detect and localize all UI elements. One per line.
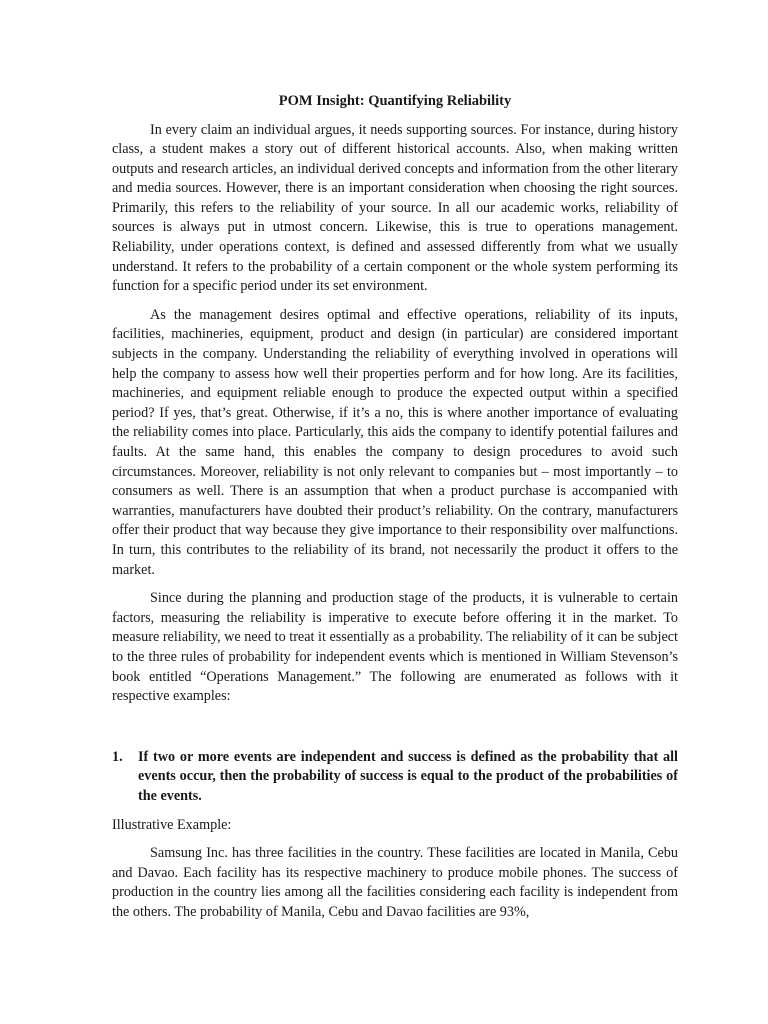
paragraph-management: As the management desires optimal and effective operations, reliability of its inputs, facilities, machineries, equipment, product and design (in particular) are considered important subjects in the company. Understanding the reliability of everything involved in operations will help the company to assess how well their properties perform and for how long. Are its facilities, machineries, and equipment reliable enough to produce the expected output within a specified period? If yes, that’s great. Otherwise, if it’s a no, this is where another importance of evaluating the reliability comes into place. Particularly, this aids the company to identify potential failures and faults. At the same hand, this enables the company to design procedures to avoid such circumstances. Moreover, reliability is not only relevant to companies but – most importantly – to consumers as well. There is an assumption that when a product purchase is accompanied with warranties, manufacturers have doubted their product’s reliability. On the contrary, manufacturers offer their product that way because they give importance to their responsibility over malfunctions. In turn, this contributes to the reliability of its brand, not necessarily the product it offers to the market. [112,306,678,578]
rule-1-number: 1. [112,748,123,765]
paragraph-measurement: Since during the planning and production stage of the products, it is vulnerable to certain factors, measuring the reliability is imperative to execute before offering it in the market. To measure reliability, we need to treat it essentially as a probability. The reliability of it can be subject to the three rules of probability for independent events which is mentioned in William Stevenson’s book entitled “Operations Management.” The following are enumerated as follows with it respective examples: [112,590,678,705]
document-title: POM Insight: Quantifying Reliability [278,93,512,109]
example-label: Illustrative Example: [112,816,232,833]
rule-1 [112,748,678,807]
rule-1-text: If two or more events are independent and success is defined as the probability that all events occur, then the probability of success is equal to the product of the probabilities of the events. [138,748,678,804]
section-spacer [112,716,678,748]
paragraph-intro: In every claim an individual argues, it needs supporting sources. For instance, during history class, a student makes a story out of different historical accounts. Also, when making written outputs and research articles, an individual derived concepts and information from the other literary and media sources. However, there is an important consideration when choosing the right sources. Primarily, this refers to the reliability of your source. In all our academic works, reliability of sources is always put in utmost concern. Likewise, this is true to operations management. Reliability, under operations context, is defined and assessed differently from what we usually understand. It refers to the probability of a certain component or the whole system performing its function for a specific period under its set environment. [112,121,678,295]
example-paragraph: Samsung Inc. has three facilities in the country. These facilities are located in Manila, Cebu and Davao. Each facility has its respective machinery to produce mobile phones. The success of production in the country lies among all the facilities considering each facility is independent from the others. The probability of Manila, Cebu and Davao facilities are 93%, [112,845,678,920]
